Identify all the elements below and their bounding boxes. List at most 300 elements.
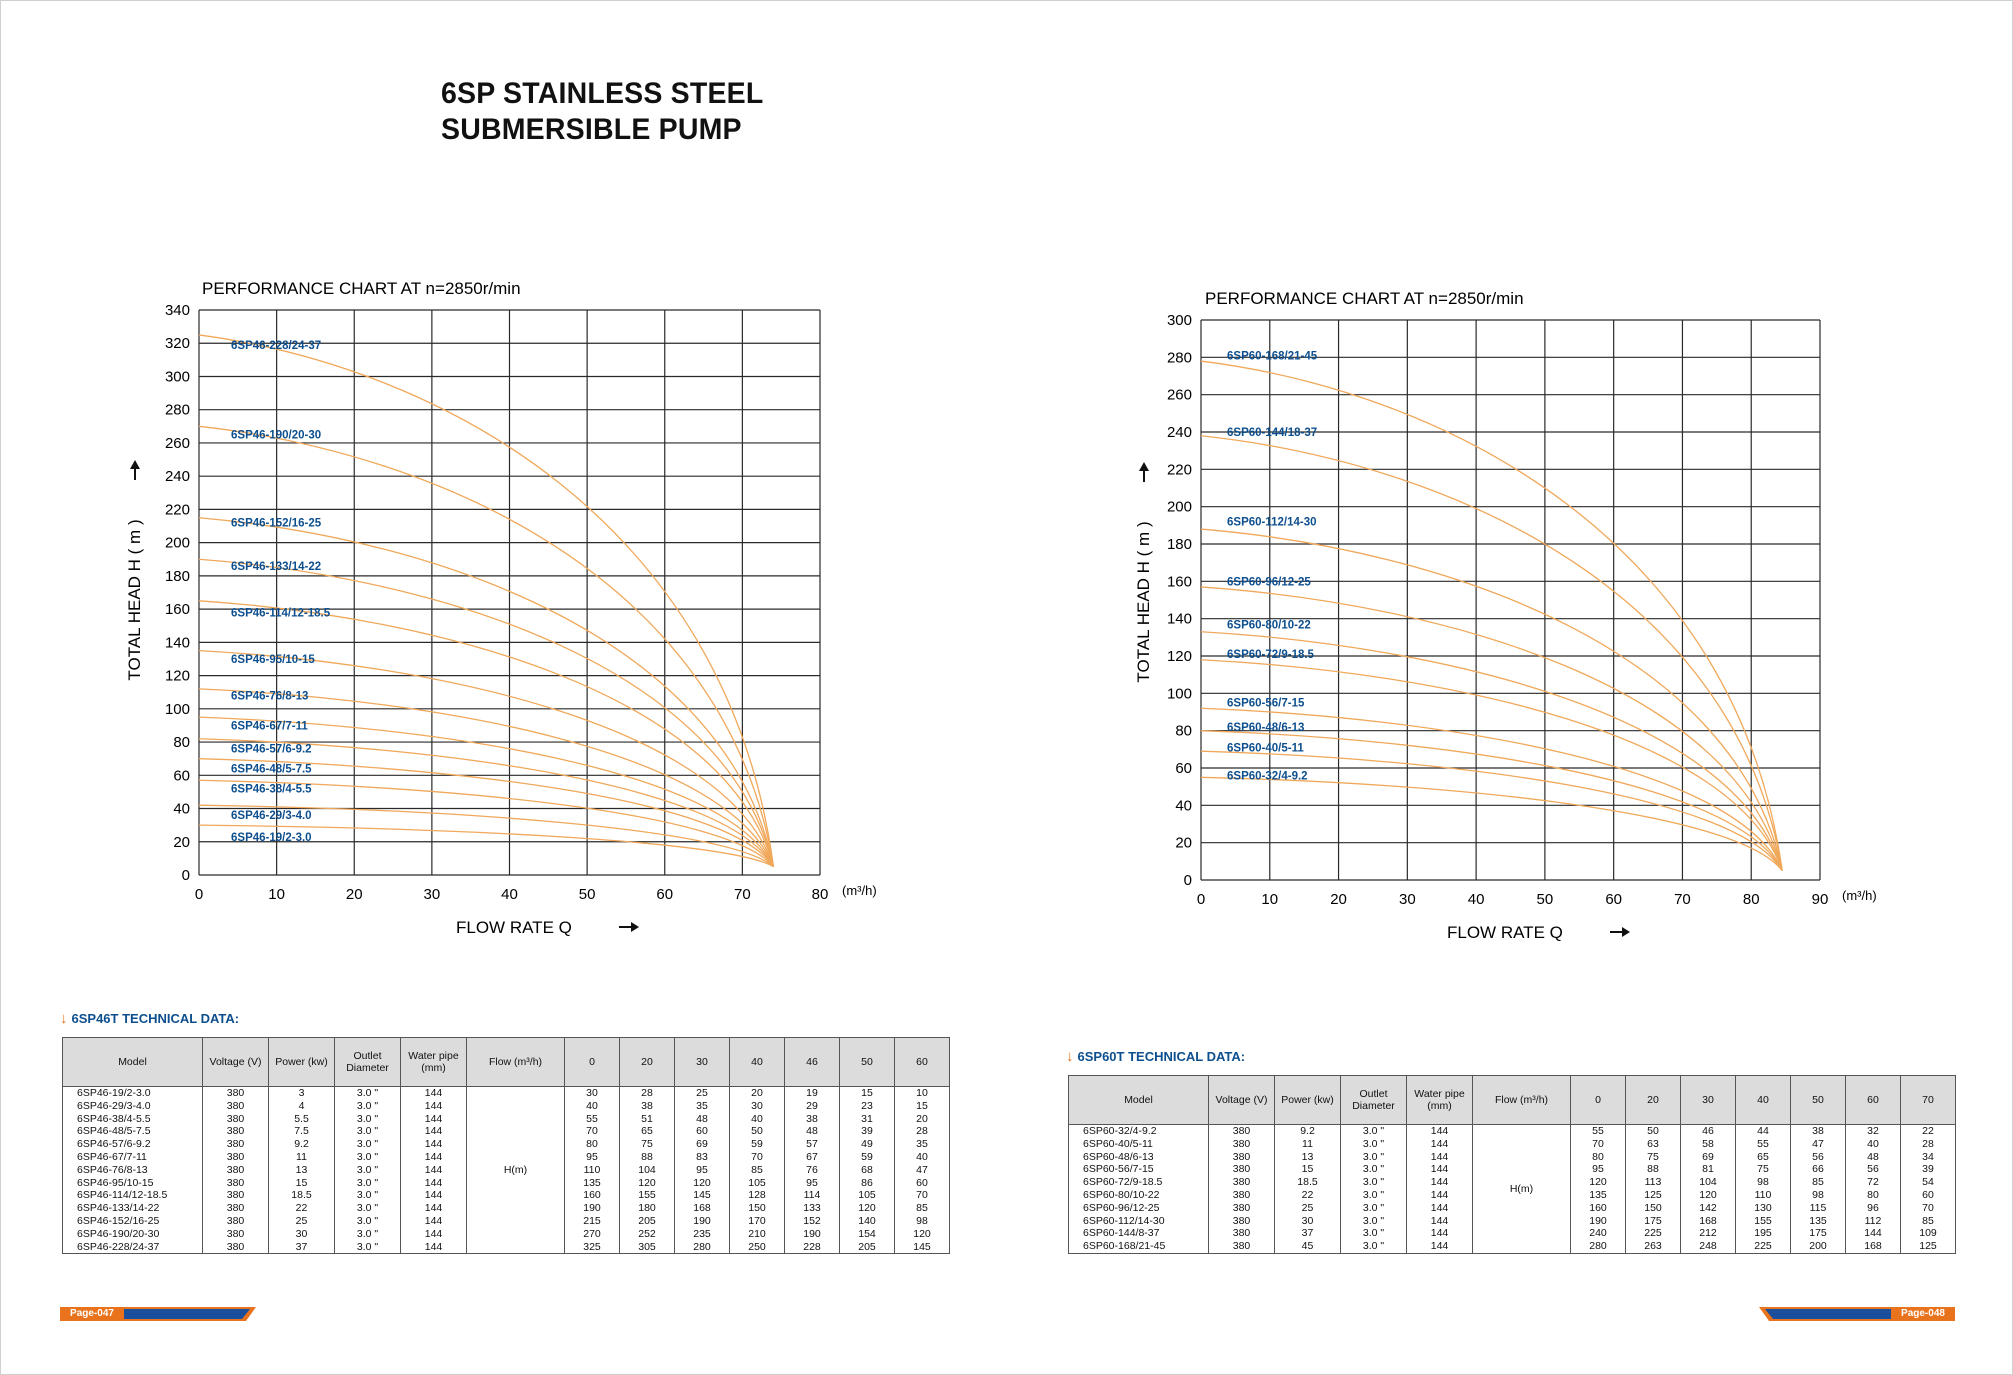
head-value-cell: 40 xyxy=(895,1151,950,1164)
flow-point-header: 30 xyxy=(675,1038,730,1087)
x-unit-label: (m³/h) xyxy=(1842,888,1877,903)
curve-label: 6SP46-190/20-30 xyxy=(231,429,322,442)
curve-label: 6SP60-112/14-30 xyxy=(1227,516,1317,529)
outlet-cell: 3.0 " xyxy=(1341,1227,1407,1240)
power-cell: 9.2 xyxy=(269,1138,335,1151)
left-table-heading xyxy=(60,1010,239,1027)
outlet-cell: 3.0 " xyxy=(1341,1240,1407,1253)
x-tick-label: 20 xyxy=(1330,891,1347,908)
power-cell: 45 xyxy=(1275,1240,1341,1253)
head-value-cell: 95 xyxy=(1571,1163,1626,1176)
head-value-cell: 15 xyxy=(840,1087,895,1100)
model-cell: 6SP60-32/4-9.2 xyxy=(1069,1125,1209,1138)
y-tick-label: 180 xyxy=(1166,536,1192,553)
curve-label: 6SP46-29/3-4.0 xyxy=(231,810,312,823)
pipe-cell: 144 xyxy=(401,1164,467,1177)
curve-label: 6SP46-76/8-13 xyxy=(231,690,309,703)
head-value-cell: 280 xyxy=(675,1241,730,1254)
pipe-cell: 144 xyxy=(401,1202,467,1215)
head-value-cell: 168 xyxy=(1681,1215,1736,1228)
head-value-cell: 30 xyxy=(565,1087,620,1100)
column-header: Model xyxy=(1069,1076,1209,1125)
performance-curve xyxy=(1201,777,1782,870)
column-header: Power (kw) xyxy=(269,1038,335,1087)
arrow-right-icon xyxy=(1622,927,1630,937)
head-value-cell: 56 xyxy=(1791,1151,1846,1164)
flow-point-header: 40 xyxy=(730,1038,785,1087)
head-value-cell: 170 xyxy=(730,1215,785,1228)
y-tick-label: 60 xyxy=(173,767,190,785)
head-value-cell: 175 xyxy=(1626,1215,1681,1228)
y-tick-label: 220 xyxy=(1166,461,1192,479)
power-cell: 30 xyxy=(1275,1215,1341,1228)
column-header: Voltage (V) xyxy=(1209,1076,1275,1125)
power-cell: 37 xyxy=(1275,1227,1341,1240)
x-tick-label: 0 xyxy=(194,886,204,903)
y-tick-label: 260 xyxy=(1166,386,1192,404)
head-value-cell: 35 xyxy=(895,1138,950,1151)
x-tick-label: 90 xyxy=(1811,891,1829,908)
x-tick-label: 50 xyxy=(578,886,596,903)
head-value-cell: 325 xyxy=(565,1241,620,1254)
head-value-cell: 69 xyxy=(1681,1151,1736,1164)
head-value-cell: 175 xyxy=(1791,1227,1846,1240)
x-tick-label: 60 xyxy=(1605,891,1623,908)
power-cell: 9.2 xyxy=(1275,1125,1341,1138)
y-tick-label: 80 xyxy=(1175,722,1192,740)
head-value-cell: 46 xyxy=(1681,1125,1736,1138)
power-cell: 25 xyxy=(269,1215,335,1228)
head-value-cell: 40 xyxy=(730,1113,785,1126)
title-line-1: 6SP STAINLESS STEEL xyxy=(441,77,764,110)
column-header: Flow (m³/h) xyxy=(1473,1076,1571,1125)
power-cell: 18.5 xyxy=(1275,1176,1341,1189)
curve-label: 6SP60-168/21-45 xyxy=(1227,350,1318,363)
head-value-cell: 88 xyxy=(620,1151,675,1164)
voltage-cell: 380 xyxy=(203,1100,269,1113)
head-value-cell: 39 xyxy=(840,1125,895,1138)
head-value-cell: 85 xyxy=(895,1202,950,1215)
performance-curve xyxy=(1201,751,1782,870)
head-value-cell: 29 xyxy=(785,1100,840,1113)
curve-label: 6SP46-133/14-22 xyxy=(231,560,322,573)
head-value-cell: 35 xyxy=(675,1100,730,1113)
chart-heading: PERFORMANCE CHART AT n=2850r/min xyxy=(1205,289,1524,308)
power-cell: 11 xyxy=(1275,1138,1341,1151)
right-page-number-text: Page-048 xyxy=(1891,1307,1955,1321)
x-tick-label: 70 xyxy=(734,886,751,903)
head-value-cell: 80 xyxy=(1571,1151,1626,1164)
y-tick-label: 100 xyxy=(164,700,190,718)
voltage-cell: 380 xyxy=(203,1215,269,1228)
footer-blue-stripe xyxy=(124,1309,250,1319)
y-tick-label: 320 xyxy=(164,335,190,353)
head-value-cell: 20 xyxy=(730,1087,785,1100)
head-value-cell: 67 xyxy=(785,1151,840,1164)
head-value-cell: 144 xyxy=(1846,1227,1901,1240)
outlet-cell: 3.0 " xyxy=(1341,1138,1407,1151)
head-value-cell: 60 xyxy=(675,1125,730,1138)
head-value-cell: 85 xyxy=(1791,1176,1846,1189)
power-cell: 13 xyxy=(1275,1151,1341,1164)
title-line-2: SUBMERSIBLE PUMP xyxy=(441,113,742,146)
y-tick-label: 100 xyxy=(1166,685,1192,703)
head-value-cell: 115 xyxy=(1791,1202,1846,1215)
outlet-cell: 3.0 " xyxy=(1341,1176,1407,1189)
curve-label: 6SP60-40/5-11 xyxy=(1227,742,1304,755)
power-cell: 30 xyxy=(269,1228,335,1241)
head-value-cell: 70 xyxy=(1901,1202,1956,1215)
head-value-cell: 145 xyxy=(895,1241,950,1254)
voltage-cell: 380 xyxy=(1209,1138,1275,1151)
power-cell: 15 xyxy=(269,1177,335,1190)
curve-label: 6SP46-19/2-3.0 xyxy=(231,831,312,844)
outlet-cell: 3.0 " xyxy=(335,1100,401,1113)
head-value-cell: 22 xyxy=(1901,1125,1956,1138)
head-value-cell: 133 xyxy=(785,1202,840,1215)
y-axis-label: TOTAL HEAD H ( m ) xyxy=(1134,521,1153,683)
head-unit-cell: H(m) xyxy=(467,1087,565,1254)
head-value-cell: 190 xyxy=(1571,1215,1626,1228)
x-tick-label: 20 xyxy=(345,886,363,903)
left-table-heading-text: 6SP46T TECHNICAL DATA: xyxy=(71,1011,240,1026)
model-cell: 6SP46-152/16-25 xyxy=(63,1215,203,1228)
voltage-cell: 380 xyxy=(203,1138,269,1151)
curve-label: 6SP60-96/12-25 xyxy=(1227,576,1311,589)
head-value-cell: 212 xyxy=(1681,1227,1736,1240)
head-value-cell: 88 xyxy=(1626,1163,1681,1176)
head-value-cell: 98 xyxy=(895,1215,950,1228)
head-value-cell: 80 xyxy=(1846,1189,1901,1202)
head-value-cell: 120 xyxy=(840,1202,895,1215)
head-value-cell: 39 xyxy=(1901,1163,1956,1176)
head-value-cell: 114 xyxy=(785,1189,840,1202)
power-cell: 7.5 xyxy=(269,1125,335,1138)
y-tick-label: 280 xyxy=(1166,349,1192,367)
power-cell: 5.5 xyxy=(269,1113,335,1126)
curve-label: 6SP46-67/7-11 xyxy=(231,720,308,733)
y-tick-label: 120 xyxy=(1166,648,1192,665)
head-value-cell: 34 xyxy=(1901,1151,1956,1164)
voltage-cell: 380 xyxy=(1209,1151,1275,1164)
head-value-cell: 47 xyxy=(895,1164,950,1177)
head-value-cell: 190 xyxy=(565,1202,620,1215)
y-tick-label: 220 xyxy=(164,501,190,519)
pipe-cell: 144 xyxy=(1407,1189,1473,1202)
head-value-cell: 48 xyxy=(1846,1151,1901,1164)
table-row xyxy=(1069,1125,1956,1138)
head-value-cell: 190 xyxy=(785,1228,840,1241)
head-value-cell: 75 xyxy=(620,1138,675,1151)
pipe-cell: 144 xyxy=(1407,1227,1473,1240)
head-value-cell: 128 xyxy=(730,1189,785,1202)
y-tick-label: 0 xyxy=(1183,872,1192,889)
head-value-cell: 44 xyxy=(1736,1125,1791,1138)
flow-point-header: 46 xyxy=(785,1038,840,1087)
column-header: Model xyxy=(63,1038,203,1087)
pipe-cell: 144 xyxy=(1407,1176,1473,1189)
head-value-cell: 70 xyxy=(730,1151,785,1164)
y-axis-label: TOTAL HEAD H ( m ) xyxy=(125,519,144,681)
performance-curve xyxy=(199,426,773,866)
right-technical-table xyxy=(1068,1075,1956,1254)
head-value-cell: 248 xyxy=(1681,1240,1736,1253)
head-value-cell: 32 xyxy=(1846,1125,1901,1138)
outlet-cell: 3.0 " xyxy=(1341,1163,1407,1176)
voltage-cell: 380 xyxy=(1209,1125,1275,1138)
head-value-cell: 120 xyxy=(620,1177,675,1190)
head-value-cell: 205 xyxy=(620,1215,675,1228)
power-cell: 13 xyxy=(269,1164,335,1177)
head-value-cell: 63 xyxy=(1626,1138,1681,1151)
head-value-cell: 56 xyxy=(1846,1163,1901,1176)
head-value-cell: 205 xyxy=(840,1241,895,1254)
footer-blue-stripe xyxy=(1765,1309,1891,1319)
x-tick-label: 50 xyxy=(1536,891,1554,908)
head-value-cell: 28 xyxy=(895,1125,950,1138)
y-tick-label: 40 xyxy=(173,800,190,818)
curve-label: 6SP46-152/16-25 xyxy=(231,517,322,530)
y-tick-label: 180 xyxy=(164,567,190,585)
head-value-cell: 69 xyxy=(675,1138,730,1151)
voltage-cell: 380 xyxy=(203,1125,269,1138)
head-value-cell: 55 xyxy=(565,1113,620,1126)
y-tick-label: 260 xyxy=(164,434,190,452)
curve-label: 6SP46-95/10-15 xyxy=(231,653,315,666)
head-value-cell: 235 xyxy=(675,1228,730,1241)
y-tick-label: 40 xyxy=(1175,797,1192,815)
head-value-cell: 104 xyxy=(620,1164,675,1177)
head-value-cell: 80 xyxy=(565,1138,620,1151)
y-tick-label: 60 xyxy=(1175,760,1192,777)
head-value-cell: 72 xyxy=(1846,1176,1901,1189)
pipe-cell: 144 xyxy=(401,1100,467,1113)
model-cell: 6SP60-48/6-13 xyxy=(1069,1151,1209,1164)
head-value-cell: 95 xyxy=(675,1164,730,1177)
head-value-cell: 76 xyxy=(785,1164,840,1177)
voltage-cell: 380 xyxy=(1209,1202,1275,1215)
flow-point-header: 50 xyxy=(1791,1076,1846,1125)
power-cell: 22 xyxy=(269,1202,335,1215)
head-value-cell: 240 xyxy=(1571,1227,1626,1240)
flow-point-header: 40 xyxy=(1736,1076,1791,1125)
flow-point-header: 0 xyxy=(565,1038,620,1087)
head-value-cell: 98 xyxy=(1791,1189,1846,1202)
head-value-cell: 125 xyxy=(1626,1189,1681,1202)
right-table-heading xyxy=(1066,1048,1245,1065)
model-cell: 6SP46-29/3-4.0 xyxy=(63,1100,203,1113)
head-value-cell: 49 xyxy=(840,1138,895,1151)
column-header: Water pipe (mm) xyxy=(401,1038,467,1087)
y-tick-label: 300 xyxy=(1166,312,1192,329)
model-cell: 6SP46-95/10-15 xyxy=(63,1177,203,1190)
model-cell: 6SP46-114/12-18.5 xyxy=(63,1189,203,1202)
head-value-cell: 38 xyxy=(785,1113,840,1126)
down-arrow-icon: ↓ xyxy=(1066,1048,1074,1065)
y-tick-label: 300 xyxy=(164,368,190,386)
x-tick-label: 10 xyxy=(1261,891,1279,908)
head-value-cell: 83 xyxy=(675,1151,730,1164)
flow-point-header: 20 xyxy=(620,1038,675,1087)
power-cell: 3 xyxy=(269,1087,335,1100)
voltage-cell: 380 xyxy=(203,1202,269,1215)
left-page-number xyxy=(60,1307,124,1321)
arrow-right-icon xyxy=(631,922,639,932)
head-value-cell: 130 xyxy=(1736,1202,1791,1215)
head-value-cell: 140 xyxy=(840,1215,895,1228)
head-value-cell: 95 xyxy=(565,1151,620,1164)
model-cell: 6SP60-144/8-37 xyxy=(1069,1227,1209,1240)
voltage-cell: 380 xyxy=(1209,1240,1275,1253)
head-value-cell: 70 xyxy=(895,1189,950,1202)
model-cell: 6SP60-40/5-11 xyxy=(1069,1138,1209,1151)
head-value-cell: 190 xyxy=(675,1215,730,1228)
head-value-cell: 120 xyxy=(675,1177,730,1190)
x-tick-label: 70 xyxy=(1674,891,1691,908)
model-cell: 6SP60-168/21-45 xyxy=(1069,1240,1209,1253)
arrow-up-icon xyxy=(1139,462,1149,471)
head-value-cell: 105 xyxy=(840,1189,895,1202)
head-value-cell: 75 xyxy=(1736,1163,1791,1176)
column-header: Water pipe (mm) xyxy=(1407,1076,1473,1125)
y-tick-label: 140 xyxy=(164,634,190,652)
right-table-heading-text: 6SP60T TECHNICAL DATA: xyxy=(1077,1049,1246,1064)
voltage-cell: 380 xyxy=(1209,1189,1275,1202)
outlet-cell: 3.0 " xyxy=(335,1228,401,1241)
x-tick-label: 10 xyxy=(268,886,285,903)
model-cell: 6SP46-76/8-13 xyxy=(63,1164,203,1177)
y-tick-label: 160 xyxy=(164,601,190,619)
head-value-cell: 48 xyxy=(675,1113,730,1126)
head-value-cell: 70 xyxy=(1571,1138,1626,1151)
head-value-cell: 150 xyxy=(730,1202,785,1215)
head-value-cell: 40 xyxy=(565,1100,620,1113)
power-cell: 11 xyxy=(269,1151,335,1164)
pipe-cell: 144 xyxy=(401,1189,467,1202)
flow-point-header: 20 xyxy=(1626,1076,1681,1125)
head-value-cell: 55 xyxy=(1736,1138,1791,1151)
flow-point-header: 0 xyxy=(1571,1076,1626,1125)
head-value-cell: 50 xyxy=(1626,1125,1681,1138)
outlet-cell: 3.0 " xyxy=(1341,1151,1407,1164)
power-cell: 25 xyxy=(1275,1202,1341,1215)
head-value-cell: 210 xyxy=(730,1228,785,1241)
head-value-cell: 85 xyxy=(730,1164,785,1177)
voltage-cell: 380 xyxy=(1209,1227,1275,1240)
head-value-cell: 86 xyxy=(840,1177,895,1190)
x-tick-label: 40 xyxy=(1467,891,1485,908)
pipe-cell: 144 xyxy=(401,1215,467,1228)
head-value-cell: 60 xyxy=(1901,1189,1956,1202)
head-value-cell: 98 xyxy=(1736,1176,1791,1189)
outlet-cell: 3.0 " xyxy=(335,1151,401,1164)
head-value-cell: 150 xyxy=(1626,1202,1681,1215)
head-value-cell: 250 xyxy=(730,1241,785,1254)
head-value-cell: 59 xyxy=(730,1138,785,1151)
head-value-cell: 113 xyxy=(1626,1176,1681,1189)
x-tick-label: 30 xyxy=(423,886,441,903)
x-axis-label: FLOW RATE Q xyxy=(1447,923,1563,942)
head-value-cell: 252 xyxy=(620,1228,675,1241)
right-performance-chart xyxy=(1000,270,2013,960)
head-value-cell: 109 xyxy=(1901,1227,1956,1240)
head-value-cell: 160 xyxy=(565,1189,620,1202)
voltage-cell: 380 xyxy=(203,1113,269,1126)
model-cell: 6SP46-38/4-5.5 xyxy=(63,1113,203,1126)
head-value-cell: 305 xyxy=(620,1241,675,1254)
head-value-cell: 40 xyxy=(1846,1138,1901,1151)
head-value-cell: 50 xyxy=(730,1125,785,1138)
x-tick-label: 40 xyxy=(501,886,518,903)
model-cell: 6SP46-133/14-22 xyxy=(63,1202,203,1215)
head-value-cell: 25 xyxy=(675,1087,730,1100)
voltage-cell: 380 xyxy=(1209,1163,1275,1176)
power-cell: 18.5 xyxy=(269,1189,335,1202)
column-header: Outlet Diameter xyxy=(335,1038,401,1087)
model-cell: 6SP60-80/10-22 xyxy=(1069,1189,1209,1202)
head-value-cell: 215 xyxy=(565,1215,620,1228)
column-header: Flow (m³/h) xyxy=(467,1038,565,1087)
pipe-cell: 144 xyxy=(1407,1151,1473,1164)
head-value-cell: 59 xyxy=(840,1151,895,1164)
head-value-cell: 38 xyxy=(620,1100,675,1113)
x-tick-label: 80 xyxy=(1742,891,1760,908)
model-cell: 6SP46-190/20-30 xyxy=(63,1228,203,1241)
voltage-cell: 380 xyxy=(203,1177,269,1190)
head-value-cell: 65 xyxy=(1736,1151,1791,1164)
outlet-cell: 3.0 " xyxy=(1341,1125,1407,1138)
model-cell: 6SP46-19/2-3.0 xyxy=(63,1087,203,1100)
y-tick-label: 80 xyxy=(173,734,190,752)
outlet-cell: 3.0 " xyxy=(335,1087,401,1100)
head-value-cell: 160 xyxy=(1571,1202,1626,1215)
chart-heading: PERFORMANCE CHART AT n=2850r/min xyxy=(202,279,521,298)
head-value-cell: 110 xyxy=(565,1164,620,1177)
power-cell: 22 xyxy=(1275,1189,1341,1202)
head-value-cell: 57 xyxy=(785,1138,840,1151)
head-value-cell: 48 xyxy=(785,1125,840,1138)
head-value-cell: 195 xyxy=(1736,1227,1791,1240)
head-value-cell: 225 xyxy=(1736,1240,1791,1253)
page-title xyxy=(441,76,763,148)
y-tick-label: 160 xyxy=(1166,573,1192,591)
head-value-cell: 81 xyxy=(1681,1163,1736,1176)
head-value-cell: 135 xyxy=(1791,1215,1846,1228)
outlet-cell: 3.0 " xyxy=(1341,1189,1407,1202)
head-value-cell: 152 xyxy=(785,1215,840,1228)
voltage-cell: 380 xyxy=(203,1241,269,1254)
head-value-cell: 28 xyxy=(620,1087,675,1100)
y-tick-label: 240 xyxy=(164,468,190,486)
outlet-cell: 3.0 " xyxy=(335,1113,401,1126)
head-value-cell: 31 xyxy=(840,1113,895,1126)
y-tick-label: 120 xyxy=(164,667,190,685)
head-value-cell: 120 xyxy=(1681,1189,1736,1202)
head-value-cell: 263 xyxy=(1626,1240,1681,1253)
left-technical-table xyxy=(62,1037,950,1254)
head-value-cell: 125 xyxy=(1901,1240,1956,1253)
head-value-cell: 145 xyxy=(675,1189,730,1202)
y-tick-label: 200 xyxy=(164,534,190,552)
column-header: Voltage (V) xyxy=(203,1038,269,1087)
y-tick-label: 140 xyxy=(1166,610,1192,628)
y-tick-label: 280 xyxy=(164,401,190,419)
y-tick-label: 340 xyxy=(164,302,190,319)
model-cell: 6SP60-56/7-15 xyxy=(1069,1163,1209,1176)
x-tick-label: 80 xyxy=(811,886,829,903)
head-value-cell: 66 xyxy=(1791,1163,1846,1176)
head-value-cell: 38 xyxy=(1791,1125,1846,1138)
